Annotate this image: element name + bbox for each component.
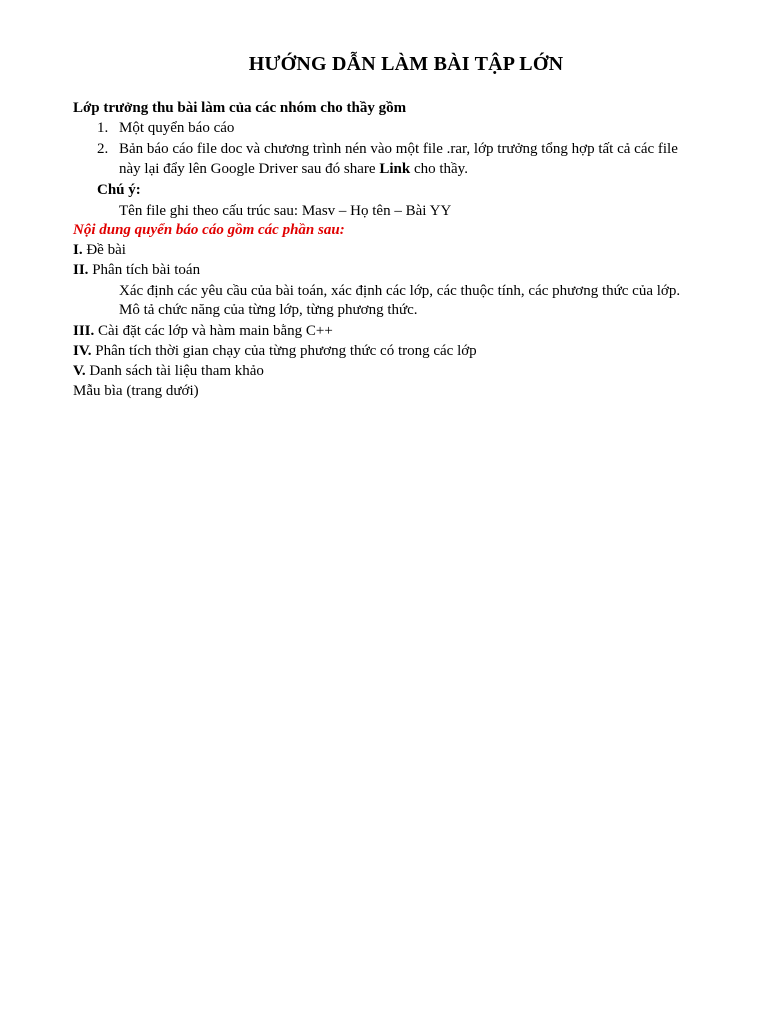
document-title: HƯỚNG DẪN LÀM BÀI TẬP LỚN [248,53,564,75]
intro-text: Lớp trưởng thu bài làm của các nhóm cho thầy gồm [73,100,407,116]
section-5: V. Danh sách tài liệu tham khảo [73,363,264,379]
section-4: IV. Phân tích thời gian chạy của từng phương thức có trong các lớp [73,343,477,359]
section-1: I. Đề bài [73,242,126,258]
list-item-2-line1: Bản báo cáo file doc và chương trình nén vào một file .rar, lớp trưởng tổng hợp tất cả các file [119,141,678,157]
list-number-2: 2. [97,141,109,157]
list-number-1: 1. [97,120,109,136]
note-label: Chú ý: [97,182,141,198]
link-word: Link [379,161,411,177]
list-item-1: Một quyển báo cáo [119,120,235,136]
list-item-2-line2: này lại đẩy lên Google Driver sau đó share Link cho thầy. [119,161,468,177]
cover-note: Mẫu bìa (trang dưới) [73,383,199,399]
analysis-detail-2: Mô tả chức năng của từng lớp, từng phương thức. [119,302,418,318]
analysis-detail-1: Xác định các yêu cầu của bài toán, xác định các lớp, các thuộc tính, các phương thức của lớp. [119,283,681,299]
note-text: Tên file ghi theo cấu trúc sau: Masv – Họ tên – Bài YY [119,203,452,219]
section-3: III. Cài đặt các lớp và hàm main bằng C++ [73,323,333,339]
section-2: II. Phân tích bài toán [73,262,201,278]
content-heading: Nội dung quyển báo cáo gồm các phần sau: [73,222,345,238]
